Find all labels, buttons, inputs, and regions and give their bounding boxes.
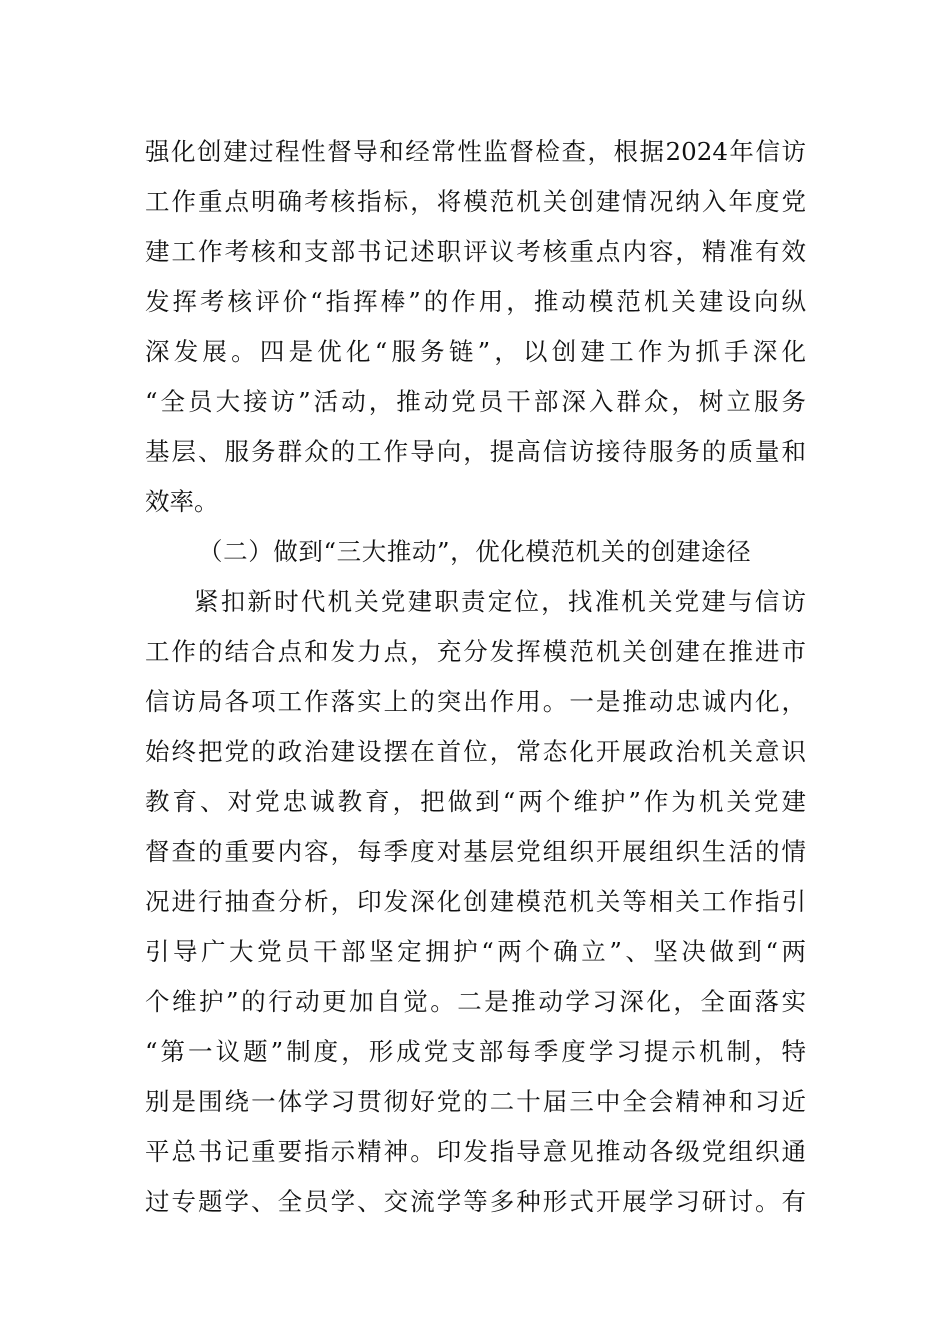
text-line: 教育、对党忠诚教育，把做到“两个维护”作为机关党建 <box>145 787 806 816</box>
text-line: 信访局各项工作落实上的突出作用。一是推动忠诚内化， <box>145 687 806 716</box>
text-line: 强化创建过程性督导和经常性监督检查，根据2024年信访 <box>145 137 806 166</box>
text-line: 效率。 <box>145 487 219 516</box>
text-line: 建工作考核和支部书记述职评议考核重点内容，精准有效 <box>145 237 806 266</box>
text-line: 别是围绕一体学习贯彻好党的二十届三中全会精神和习近 <box>145 1087 806 1116</box>
text-line: 过专题学、全员学、交流学等多种形式开展学习研讨。有 <box>145 1187 806 1216</box>
text-line: 发挥考核评价“指挥棒”的作用，推动模范机关建设向纵 <box>145 287 806 316</box>
text-line: 督查的重要内容，每季度对基层党组织开展组织生活的情 <box>145 837 806 866</box>
text-line: “第一议题”制度，形成党支部每季度学习提示机制，特 <box>145 1037 806 1066</box>
paragraph-first-line: 紧扣新时代机关党建职责定位，找准机关党建与信访 <box>194 587 806 616</box>
text-line: 始终把党的政治建设摆在首位，常态化开展政治机关意识 <box>145 737 806 766</box>
text-line: 深发展。四是优化“服务链”，以创建工作为抓手深化 <box>145 337 806 366</box>
text-line: 基层、服务群众的工作导向，提高信访接待服务的质量和 <box>145 437 806 466</box>
text-line: 工作重点明确考核指标，将模范机关创建情况纳入年度党 <box>145 187 806 216</box>
text-line: 况进行抽查分析，印发深化创建模范机关等相关工作指引 <box>145 887 806 916</box>
text-line: 平总书记重要指示精神。印发指导意见推动各级党组织通 <box>145 1137 806 1166</box>
text-line: 工作的结合点和发力点，充分发挥模范机关创建在推进市 <box>145 637 806 666</box>
section-heading: （二）做到“三大推动”，优化模范机关的创建途径 <box>198 537 752 566</box>
text-line: 个维护”的行动更加自觉。二是推动学习深化，全面落实 <box>145 987 806 1016</box>
text-line: 引导广大党员干部坚定拥护“两个确立”、坚决做到“两 <box>145 937 806 966</box>
text-line: “全员大接访”活动，推动党员干部深入群众，树立服务 <box>145 387 806 416</box>
